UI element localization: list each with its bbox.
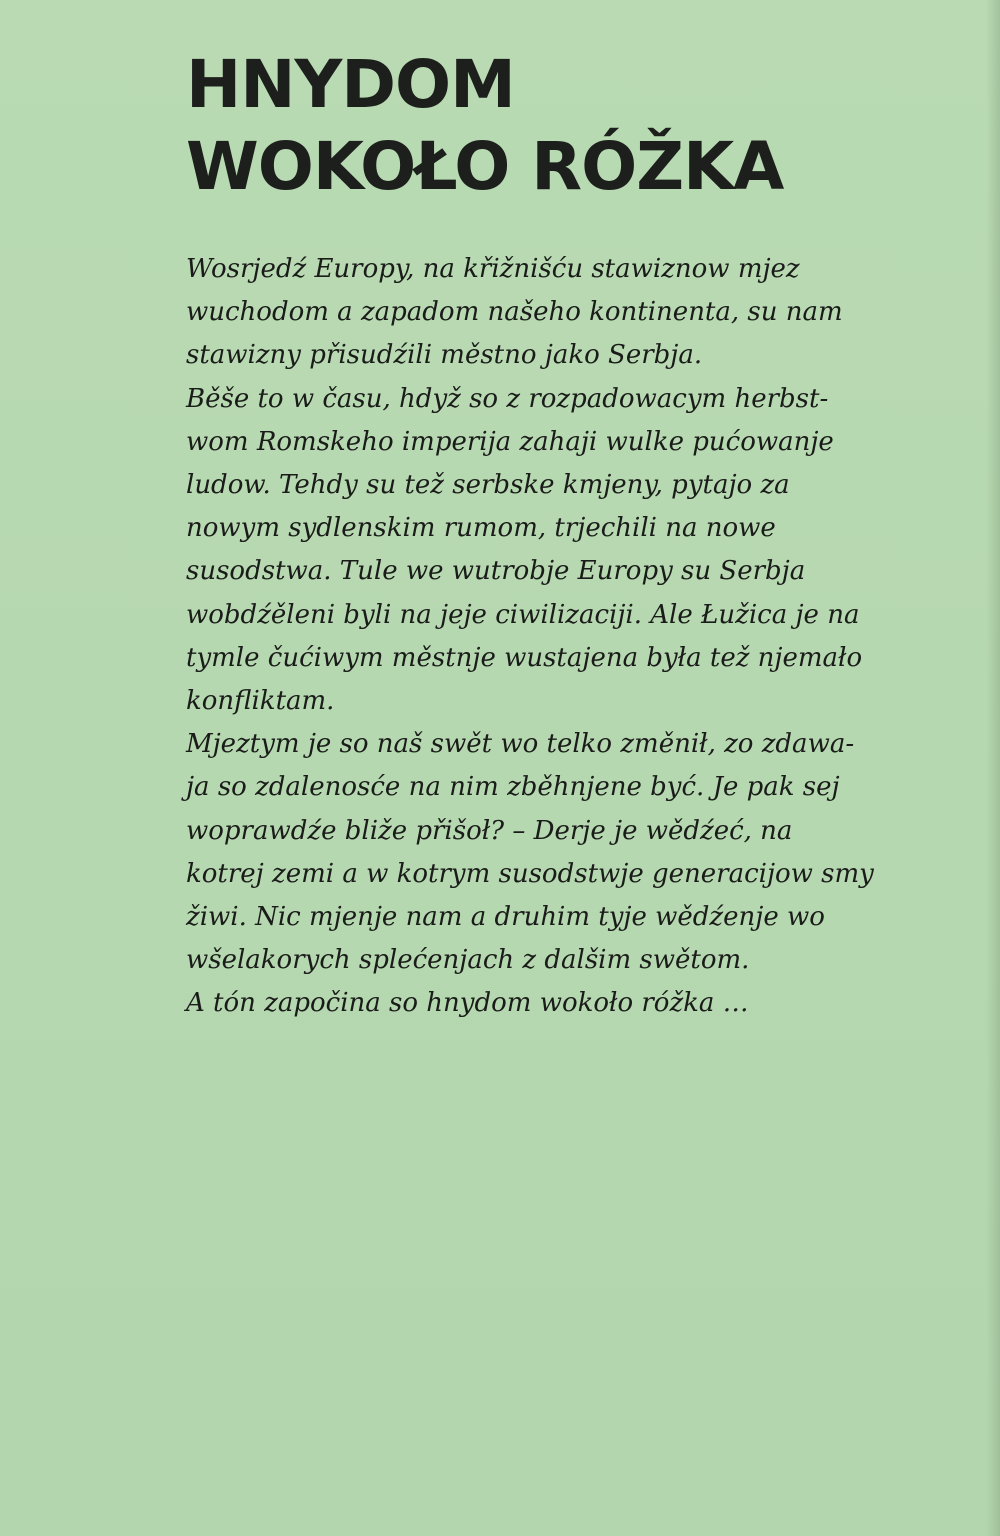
blurb-line: kotrej zemi a w kotrym susodstwje generacijow smy xyxy=(186,858,874,889)
blurb-line: Mjeztym je so naš swět wo telko změnił, zo zdawa- xyxy=(186,729,855,760)
blurb-line: A tón započina so hnydom wokoło róžka … xyxy=(186,988,749,1019)
blurb-line: konfliktam. xyxy=(186,686,335,717)
book-title xyxy=(186,44,946,208)
blurb-line: Wosrjedź Europy, na křižnišću stawiznow mjez xyxy=(186,254,800,284)
blurb-text xyxy=(186,248,916,1026)
blurb-line: woprawdźe bliže přišoł? – Derje je wědźeć, na xyxy=(186,815,793,846)
page-edge-shadow xyxy=(986,0,1000,1536)
title-line-2: WOKOŁO RÓŽKA xyxy=(186,128,784,205)
blurb-line: susodstwa. Tule we wutrobje Europy su Serbja xyxy=(186,556,806,587)
blurb-line: ja so zdalenosće na nim zběhnjene być. Je pak sej xyxy=(186,772,840,803)
blurb-line: nowym sydlenskim rumom, trjechili na nowe xyxy=(186,513,776,544)
blurb-line: Běše to w času, hdyž so z rozpadowacym herbst- xyxy=(186,383,829,414)
blurb-line: žiwi. Nic mjenje nam a druhim tyje wědźenje wo xyxy=(186,902,825,933)
blurb-line: wšelakorych splećenjach z dalšim swětom. xyxy=(186,945,750,976)
title-line-1: HNYDOM xyxy=(186,46,515,123)
blurb-line: wobdźěleni byli na jeje ciwilizaciji. Ale Łužica je na xyxy=(186,599,860,630)
blurb-line: wuchodom a zapadom našeho kontinenta, su nam xyxy=(186,297,843,328)
blurb-line: ludow. Tehdy su tež serbske kmjeny, pytajo za xyxy=(186,470,790,501)
blurb-line: stawizny přisudźili městno jako Serbja. xyxy=(186,340,703,371)
blurb-line: tymle čućiwym městnje wustajena była tež njemało xyxy=(186,642,863,673)
blurb-line: wom Romskeho imperija zahaji wulke pućowanje xyxy=(186,426,834,457)
